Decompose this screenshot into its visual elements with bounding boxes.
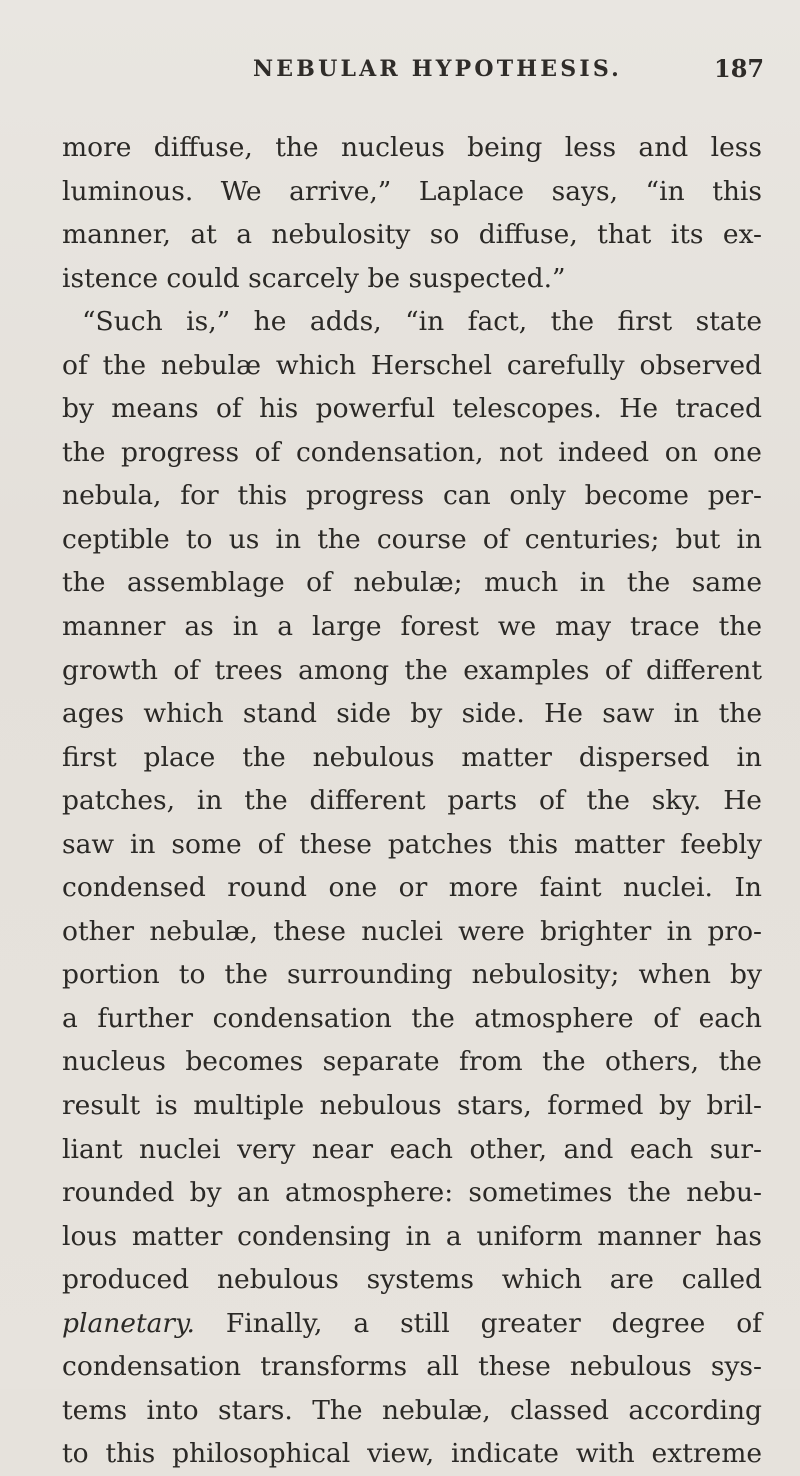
text-line: manner, at a nebulosity so diffuse, that its ex- <box>62 219 762 251</box>
text-line: nebula, for this progress can only become per- <box>62 480 762 512</box>
text-line: more diffuse, the nucleus being less and less <box>62 132 762 163</box>
text-line: liant nuclei very near each other, and each sur- <box>62 1133 762 1165</box>
text-line: growth of trees among the examples of different <box>62 654 762 686</box>
text-line: condensed round one or more faint nuclei. In <box>62 872 762 904</box>
text-line: patches, in the different parts of the sky. He <box>62 785 762 817</box>
running-title: NEBULAR HYPOTHESIS. <box>253 56 623 82</box>
text-line: ceptible to us in the course of centuries; but in <box>62 523 762 555</box>
italic-term: planetary. <box>62 1307 195 1339</box>
text-line: the progress of condensation, not indeed on one <box>62 436 762 468</box>
page-number: 187 <box>714 54 765 83</box>
body-text <box>62 126 762 1476</box>
text-line: to this philosophical view, indicate with extreme <box>62 1438 762 1470</box>
text-line: “Such is,” he adds, “in fact, the first state <box>82 306 762 338</box>
text-line: ages which stand side by side. He saw in the <box>62 698 762 730</box>
text-line: the assemblage of nebulæ; much in the same <box>62 567 762 599</box>
text-line: other nebulæ, these nuclei were brighter in pro- <box>62 915 762 947</box>
text-line: by means of his powerful telescopes. He traced <box>62 393 762 425</box>
text-line-with-italic: planetary. Finally, a still greater degree of <box>62 1307 762 1339</box>
text-line: produced nebulous systems which are called <box>62 1264 762 1296</box>
text-line: portion to the surrounding nebulosity; when by <box>62 959 762 991</box>
text-line: luminous. We arrive,” Laplace says, “in this <box>62 175 762 207</box>
text-line: first place the nebulous matter dispersed in <box>62 741 762 773</box>
text-line: istence could scarcely be suspected.” <box>62 262 566 294</box>
text-line: nucleus becomes separate from the others, the <box>62 1046 762 1078</box>
text-line: of the nebulæ which Herschel carefully observed <box>62 349 762 381</box>
text-line: rounded by an atmosphere: sometimes the nebu- <box>62 1177 762 1209</box>
running-head <box>0 48 800 92</box>
text-line: saw in some of these patches this matter feebly <box>62 828 762 860</box>
text-line: lous matter condensing in a uniform manner has <box>62 1220 762 1252</box>
text-line: tems into stars. The nebulæ, classed according <box>62 1394 762 1426</box>
text-line: manner as in a large forest we may trace the <box>62 611 762 643</box>
text-line: result is multiple nebulous stars, formed by bril- <box>62 1090 762 1122</box>
text-line: a further condensation the atmosphere of each <box>62 1002 762 1034</box>
text-line: condensation transforms all these nebulous sys- <box>62 1351 762 1383</box>
